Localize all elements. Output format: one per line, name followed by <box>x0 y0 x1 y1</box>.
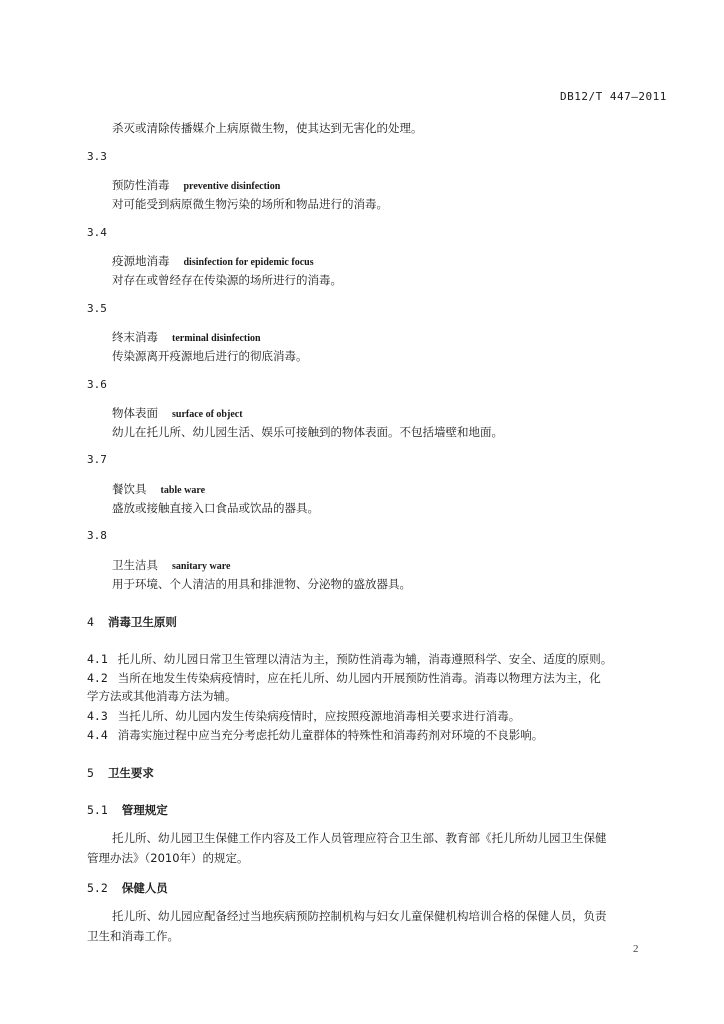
clause-3-7-number: 3.7 <box>87 453 107 466</box>
term-en: terminal disinfection <box>172 333 261 344</box>
clause-text: 托儿所、幼儿园日常卫生管理以清洁为主，预防性消毒为辅，消毒遵照科学、安全、适度的原则。 <box>117 652 613 666</box>
clause-number: 4.3 <box>87 709 108 723</box>
term-3-3 <box>112 177 280 193</box>
clause-number: 4.2 <box>87 671 108 685</box>
definition-3-7: 盛放或接触直接入口食品或饮品的器具。 <box>112 501 319 515</box>
section-title: 卫生要求 <box>107 766 154 780</box>
term-3-5 <box>112 329 261 345</box>
definition-3-6: 幼儿在托儿所、幼儿园生活、娱乐可接触到的物体表面。不包括墙壁和地面。 <box>112 425 503 439</box>
subsection-number: 5.1 <box>87 803 108 817</box>
clause-4-3 <box>87 708 520 724</box>
subsection-title: 管理规定 <box>121 803 168 817</box>
definition-3-4: 对存在或曾经存在传染源的场所进行的消毒。 <box>112 273 342 287</box>
subsection-5-2-line-1: 托儿所、幼儿园应配备经过当地疾病预防控制机构与妇女儿童保健机构培训合格的保健人员，负责 <box>112 909 607 923</box>
definition-3-8: 用于环境、个人清洁的用具和排泄物、分泌物的盛放器具。 <box>112 577 411 591</box>
definition-3-3: 对可能受到病原微生物污染的场所和物品进行的消毒。 <box>112 197 388 211</box>
term-zh: 预防性消毒 <box>112 178 170 192</box>
term-3-8 <box>112 557 230 573</box>
clause-4-4 <box>87 727 543 743</box>
clause-text: 当所在地发生传染病疫情时，应在托儿所、幼儿园内开展预防性消毒。消毒以物理方法为主，化 <box>117 671 601 685</box>
definition-3-5: 传染源离开疫源地后进行的彻底消毒。 <box>112 349 308 363</box>
clause-text: 消毒实施过程中应当充分考虑托幼儿童群体的特殊性和消毒药剂对环境的不良影响。 <box>117 728 544 742</box>
term-zh: 餐饮具 <box>112 482 147 496</box>
clause-3-3-number: 3.3 <box>87 150 107 163</box>
subsection-5-1-line-2: 管理办法》（2010年）的规定。 <box>87 851 249 865</box>
term-zh: 终末消毒 <box>112 330 158 344</box>
section-4-heading <box>87 614 177 630</box>
term-3-4 <box>112 253 314 269</box>
clause-4-2-continuation: 学方法或其他消毒方法为辅。 <box>87 689 237 703</box>
clause-3-4-number: 3.4 <box>87 226 107 239</box>
term-3-7 <box>112 481 205 497</box>
clause-3-8-number: 3.8 <box>87 529 107 542</box>
subsection-5-2-heading <box>87 880 168 896</box>
section-title: 消毒卫生原则 <box>107 615 177 629</box>
subsection-number: 5.2 <box>87 881 108 895</box>
clause-text: 当托儿所、幼儿园内发生传染病疫情时，应按照疫源地消毒相关要求进行消毒。 <box>117 709 521 723</box>
section-number: 4 <box>87 615 94 629</box>
clause-number: 4.4 <box>87 728 108 742</box>
page-number: 2 <box>633 943 639 955</box>
section-number: 5 <box>87 766 94 780</box>
definition-3-2-continuation: 杀灭或清除传播媒介上病原微生物，使其达到无害化的处理。 <box>112 121 423 135</box>
term-en: table ware <box>160 485 206 496</box>
term-en: sanitary ware <box>172 561 231 572</box>
clause-number: 4.1 <box>87 652 108 666</box>
term-zh: 卫生洁具 <box>112 558 158 572</box>
clause-4-1 <box>87 651 612 667</box>
term-en: preventive disinfection <box>183 181 281 192</box>
subsection-5-1-line-1: 托儿所、幼儿园卫生保健工作内容及工作人员管理应符合卫生部、教育部《托儿所幼儿园卫生保健 <box>112 831 607 845</box>
term-zh: 物体表面 <box>112 406 158 420</box>
term-zh: 疫源地消毒 <box>112 254 170 268</box>
subsection-title: 保健人员 <box>121 881 168 895</box>
term-en: disinfection for epidemic focus <box>183 257 314 268</box>
clause-3-5-number: 3.5 <box>87 302 107 315</box>
clause-3-6-number: 3.6 <box>87 378 107 391</box>
document-code: DB12/T 447—2011 <box>560 90 667 103</box>
term-3-6 <box>112 405 243 421</box>
section-5-heading <box>87 765 154 781</box>
subsection-5-2-line-2: 卫生和消毒工作。 <box>87 929 179 943</box>
term-en: surface of object <box>172 409 243 420</box>
clause-4-2 <box>87 670 601 686</box>
subsection-5-1-heading <box>87 802 168 818</box>
